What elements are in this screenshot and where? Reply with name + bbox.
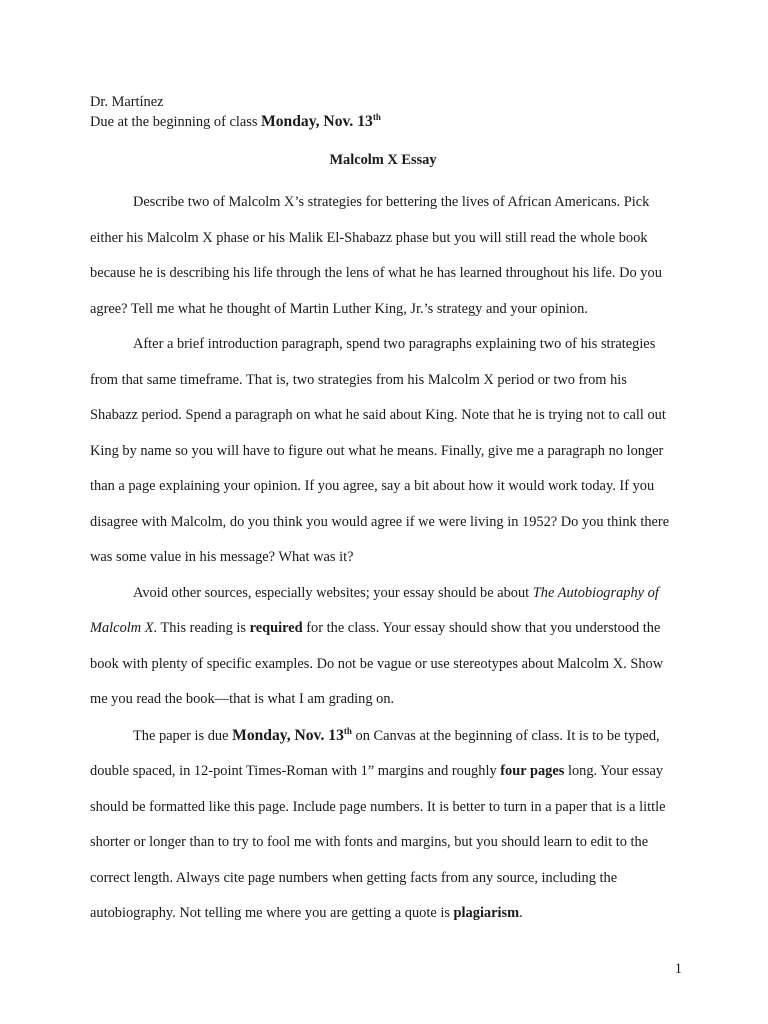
- paragraph-2-text: After a brief introduction paragraph, spend two paragraphs explaining two of his strategies from that same timeframe. That is, two strategies from his Malcolm X period or two from his Shabazz period. Spend a paragraph on what he said about King. Note that he is trying not to call out King by name so you will have to figure out what he means. Finally, give me a paragraph no longer than a page explaining your opinion. If you agree, say a bit about how it would work today. If you disagree with Malcolm, do you think you would agree if we were living in 1952? Do you think there was some value in his message? What was it?: [90, 336, 670, 565]
- paragraph-1-text: Describe two of Malcolm X’s strategies for bettering the lives of African Americans. Pick either his Malcolm X phase or his Malik El-Shabazz phase but you will still read the whole book because he is describing his life through the lens of what he has learned throughout his life. Do you agree? Tell me what he thought of Martin Luther King, Jr.’s strategy and your opinion.: [90, 194, 662, 317]
- four-pages-emphasis: four pages: [500, 763, 565, 779]
- due-date: [261, 113, 381, 130]
- paragraph-4-part-3: long. Your essay should be formatted like this page. Include page numbers. It is better to turn in a paper that is a little shorter or longer than to try to fool me with fonts and margins, but you should learn to edit to the correct length. Always cite page numbers when getting facts from any source, including the autobiography. Not telling me where you are getting a quote is: [90, 763, 666, 921]
- required-emphasis: required: [249, 620, 303, 636]
- instructor-name-text: Dr. Martínez: [90, 94, 164, 110]
- paragraph-3-part-2: . This reading is: [153, 620, 250, 636]
- due-line: [90, 112, 676, 132]
- paragraph-3-part-1: Avoid other sources, especially websites; your essay should be about: [133, 584, 533, 601]
- instructor-name: [90, 93, 676, 112]
- essay-title-text: Malcolm X Essay: [329, 152, 437, 168]
- essay-title: [90, 151, 676, 170]
- due-prefix: Due at the beginning of class: [90, 114, 262, 130]
- paragraph-4-due-date-suffix: th: [343, 725, 352, 736]
- paragraph-3: [90, 576, 676, 718]
- due-date-suffix: th: [372, 112, 381, 122]
- paragraph-4-part-1: The paper is due: [133, 727, 233, 744]
- paragraph-4-due-date-text: Monday, Nov. 13: [232, 726, 344, 744]
- paragraph-3-part-3: for the class. Your essay should show that you understood the book with plenty of specific examples. Do not be vague or use stereotypes about Malcolm X. Show me you read the book—that is what I am grading on.: [90, 620, 664, 707]
- page-number-text: 1: [674, 961, 682, 977]
- page-number: [672, 960, 682, 979]
- paragraph-1: [90, 185, 676, 327]
- paragraph-4-part-4: .: [519, 905, 523, 921]
- paragraph-4-part-2: on Canvas at the beginning of class. It is to be typed, double spaced, in 12-point Times-Roman with 1” margins and roughly: [90, 727, 660, 779]
- paragraph-4-due-date: [232, 727, 352, 744]
- plagiarism-emphasis: plagiarism: [453, 905, 520, 921]
- book-title: The Autobiography of Malcolm X: [90, 584, 659, 636]
- document-body: [90, 93, 676, 932]
- paragraph-2: [90, 327, 676, 576]
- paragraph-4: [90, 718, 676, 932]
- due-date-text: Monday, Nov. 13: [261, 113, 373, 130]
